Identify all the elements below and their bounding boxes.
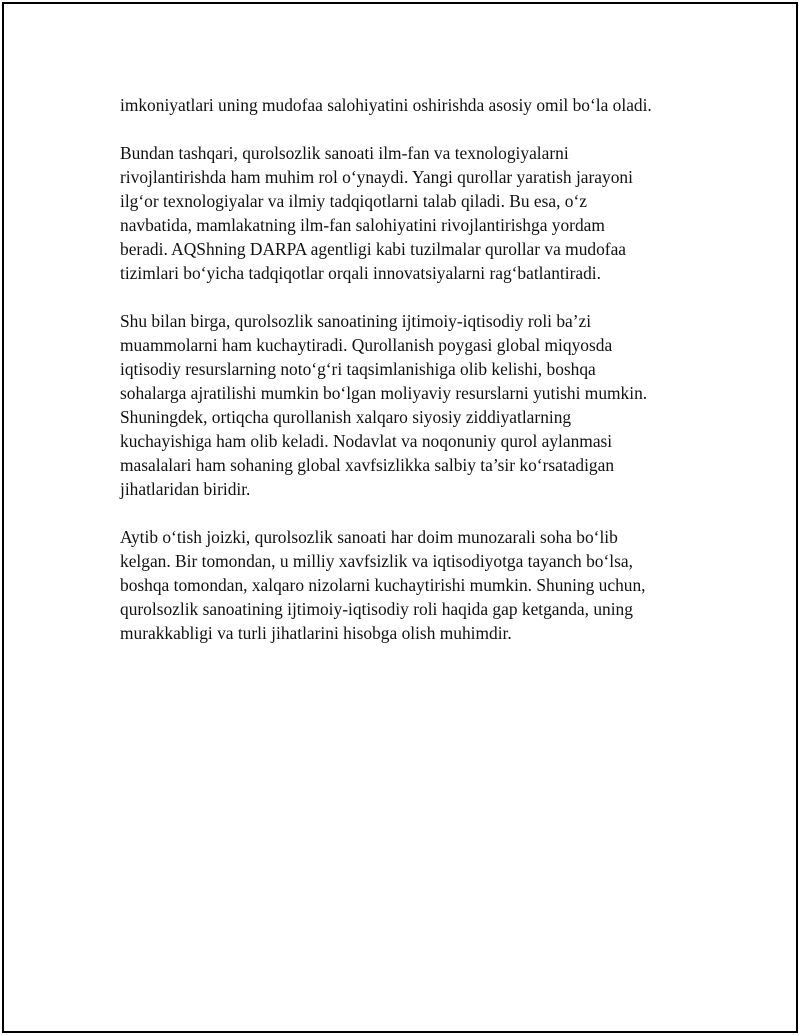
paragraph-3 (120, 309, 720, 501)
paragraph-4 (120, 525, 720, 645)
paragraph-line: imkoniyatlari uning mudofaa salohiyatini oshirishda asosiy omil bo‘la oladi. (120, 95, 652, 115)
document-body (120, 93, 720, 669)
paragraph-line: Shu bilan birga, qurolsozlik sanoatining ijtimoiy-iqtisodiy roli ba’zi (120, 311, 592, 331)
paragraph-line: iqtisodiy resurslarning noto‘g‘ri taqsimlanishiga olib kelishi, boshqa (120, 359, 596, 379)
document-page (2, 2, 798, 1033)
paragraph-line: Bundan tashqari, qurolsozlik sanoati ilm-fan va texnologiyalarni (120, 143, 569, 163)
paragraph-line: boshqa tomondan, xalqaro nizolarni kuchaytirishi mumkin. Shuning uchun, (120, 575, 646, 595)
paragraph-line: jihatlaridan biridir. (120, 479, 251, 499)
paragraph-line: Shuningdek, ortiqcha qurollanish xalqaro siyosiy ziddiyatlarning (120, 407, 572, 427)
paragraph-line: navbatida, mamlakatning ilm-fan salohiyatini rivojlantirishga yordam (120, 215, 605, 235)
paragraph-line: Aytib o‘tish joizki, qurolsozlik sanoati har doim munozarali soha bo‘lib (120, 527, 618, 547)
paragraph-line: tizimlari bo‘yicha tadqiqotlar orqali innovatsiyalarni rag‘batlantiradi. (120, 263, 601, 283)
paragraph-line: qurolsozlik sanoatining ijtimoiy-iqtisodiy roli haqida gap ketganda, uning (120, 599, 633, 619)
paragraph-line: kuchayishiga ham olib keladi. Nodavlat va noqonuniy qurol aylanmasi (120, 431, 613, 451)
paragraph-1 (120, 93, 720, 117)
paragraph-line: rivojlantirishda ham muhim rol o‘ynaydi. Yangi qurollar yaratish jarayoni (120, 167, 633, 187)
paragraph-line: sohalarga ajratilishi mumkin bo‘lgan moliyaviy resurslarni yutishi mumkin. (120, 383, 648, 403)
paragraph-line: muammolarni ham kuchaytiradi. Qurollanish poygasi global miqyosda (120, 335, 613, 355)
paragraph-line: ilg‘or texnologiyalar va ilmiy tadqiqotlarni talab qiladi. Bu esa, o‘z (120, 191, 588, 211)
paragraph-line: murakkabligi va turli jihatlarini hisobga olish muhimdir. (120, 623, 512, 643)
paragraph-line: masalalari ham sohaning global xavfsizlikka salbiy ta’sir ko‘rsatadigan (120, 455, 615, 475)
paragraph-line: kelgan. Bir tomondan, u milliy xavfsizlik va iqtisodiyotga tayanch bo‘lsa, (120, 551, 633, 571)
paragraph-2 (120, 141, 720, 285)
paragraph-line: beradi. AQShning DARPA agentligi kabi tuzilmalar qurollar va mudofaa (120, 239, 627, 259)
